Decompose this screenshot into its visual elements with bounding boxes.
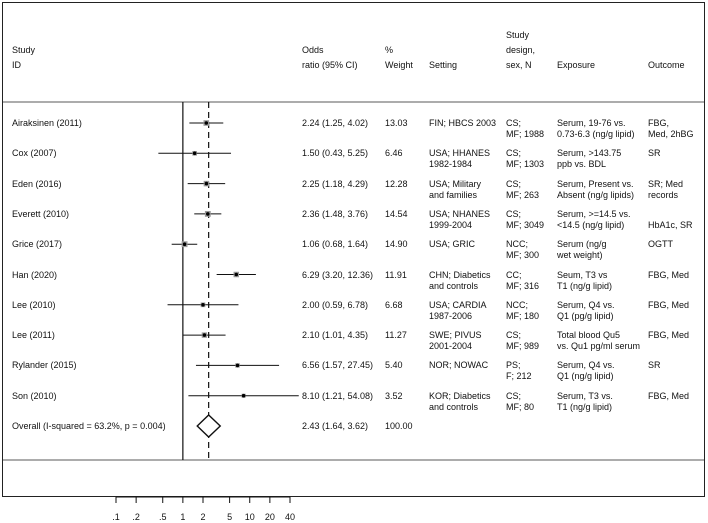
odds-ratio-ci: 2.00 (0.59, 6.78) xyxy=(302,299,369,310)
study-exposure-line: wet weight) xyxy=(557,250,603,261)
study-design-line: MF; 263 xyxy=(506,189,540,200)
study-weight: 5.40 xyxy=(385,360,403,371)
study-design-line: CS; xyxy=(506,390,522,401)
study-setting-line: 2001-2004 xyxy=(429,341,473,352)
study-setting xyxy=(429,118,496,129)
study-outcome-line: FBG, xyxy=(648,118,670,128)
study-exposure-line: Serum, 19-76 vs. xyxy=(557,118,626,128)
study-outcome-line xyxy=(648,209,693,220)
study-design-line: MF; 3049 xyxy=(506,219,545,230)
study-outcome xyxy=(648,330,689,341)
study-name: Cox (2007) xyxy=(12,148,57,159)
study-design-line: MF; 1303 xyxy=(506,159,545,170)
study-exposure xyxy=(557,239,607,261)
study-design xyxy=(506,270,539,292)
odds-ratio-ci: 2.25 (1.18, 4.29) xyxy=(302,178,369,189)
study-exposure-line: Serum, Present vs. xyxy=(557,178,634,189)
study-exposure-line: Absent (ng/g lipids) xyxy=(557,189,635,200)
x-tick-label: .1 xyxy=(112,512,120,522)
header-outcome: Outcome xyxy=(648,60,685,70)
study-exposure-line: Serum, >143.75 xyxy=(557,148,622,159)
study-exposure-line: T1 (ng/g lipid) xyxy=(557,401,613,412)
study-weight: 11.91 xyxy=(385,269,407,280)
header-or-line: Odds xyxy=(302,45,324,55)
study-setting-line: USA; CARDIA xyxy=(429,299,487,310)
study-point xyxy=(206,212,210,216)
study-exposure-line: Serum, Q4 vs. xyxy=(557,299,615,310)
study-setting-line: 1987-2006 xyxy=(429,310,473,321)
study-exposure xyxy=(557,270,612,292)
study-design-line: MF; 316 xyxy=(506,280,540,291)
study-outcome-line: HbA1c, SR xyxy=(648,219,693,230)
study-exposure-line: ppb vs. BDL xyxy=(557,159,607,170)
x-tick-label: 40 xyxy=(284,512,295,522)
study-setting xyxy=(429,330,482,352)
study-point xyxy=(193,152,197,156)
study-weight: 6.46 xyxy=(385,148,403,159)
study-weight: 3.52 xyxy=(385,390,403,401)
study-exposure-line: Serum, >=14.5 vs. xyxy=(557,208,631,219)
study-exposure-line: Q1 (pg/g lipid) xyxy=(557,310,614,321)
study-exposure xyxy=(557,300,615,322)
header-setting: Setting xyxy=(429,60,458,70)
study-setting-line: and families xyxy=(429,189,478,200)
study-design-line: PS; xyxy=(506,360,521,371)
overall-diamond xyxy=(197,415,220,437)
overall-label: Overall (I-squared = 63.2%, p = 0.004) xyxy=(12,421,166,431)
study-exposure xyxy=(557,209,631,231)
study-setting xyxy=(429,360,488,371)
study-setting-line: FIN; HBCS 2003 xyxy=(429,118,497,128)
header-study-line: Study xyxy=(12,45,36,55)
study-weight: 13.03 xyxy=(385,118,408,128)
study-point xyxy=(242,394,246,398)
study-exposure xyxy=(557,391,613,413)
study-design-line: CS; xyxy=(506,178,522,189)
study-design-line: CC; xyxy=(506,269,522,280)
study-point xyxy=(203,333,207,337)
study-point xyxy=(204,121,208,125)
study-point xyxy=(201,303,205,307)
study-exposure-line: Q1 (ng/g lipid) xyxy=(557,371,614,382)
study-outcome-line: FBG, Med xyxy=(648,269,690,280)
study-design-line: CS; xyxy=(506,330,522,341)
study-name: Lee (2010) xyxy=(12,299,56,310)
overall-weight: 100.00 xyxy=(385,421,413,431)
study-exposure-line: Total blood Qu5 xyxy=(557,330,621,341)
study-weight: 14.54 xyxy=(385,208,408,219)
header-weight-line: % xyxy=(385,45,394,55)
odds-ratio-ci: 8.10 (1.21, 54.08) xyxy=(302,390,374,401)
study-outcome-line: Med, 2hBG xyxy=(648,129,694,139)
x-tick-label: .2 xyxy=(132,512,140,522)
header-or-line: ratio (95% CI) xyxy=(302,60,358,70)
study-outcome-line: FBG, Med xyxy=(648,299,690,310)
study-setting-line: KOR; Diabetics xyxy=(429,390,491,401)
study-exposure-line: vs. Qu1 pg/ml serum xyxy=(557,341,641,352)
study-exposure-line: 0.73-6.3 (ng/g lipid) xyxy=(557,129,635,139)
study-point xyxy=(183,242,187,246)
study-name: Han (2020) xyxy=(12,269,58,280)
study-name: Airaksinen (2011) xyxy=(12,118,82,128)
study-weight: 11.27 xyxy=(385,330,407,341)
study-design-line: NCC; xyxy=(506,239,528,250)
odds-ratio-ci: 2.24 (1.25, 4.02) xyxy=(302,118,369,128)
study-exposure xyxy=(557,330,640,352)
header-weight-line: Weight xyxy=(385,60,413,70)
study-exposure-line: <14.5 (ng/g lipid) xyxy=(557,219,625,230)
study-setting-line: USA; GRIC xyxy=(429,239,476,250)
study-weight: 12.28 xyxy=(385,178,408,189)
study-setting-line: and controls xyxy=(429,280,479,291)
study-design xyxy=(506,148,544,170)
study-design-line: CS; xyxy=(506,148,522,159)
study-outcome-line: records xyxy=(648,189,679,200)
study-exposure-line: Serum (ng/g xyxy=(557,239,607,250)
study-outcome-line: SR xyxy=(648,360,661,371)
study-outcome xyxy=(648,118,694,140)
study-name: Lee (2011) xyxy=(12,330,55,341)
study-exposure xyxy=(557,148,621,170)
study-outcome xyxy=(648,360,661,371)
header-design-line: Study xyxy=(506,30,530,40)
study-design-line: MF; 1988 xyxy=(506,129,545,139)
study-outcome-line: SR xyxy=(648,148,661,159)
study-setting-line: USA; NHANES xyxy=(429,208,491,219)
study-outcome xyxy=(648,148,661,159)
study-design-line: CS; xyxy=(506,118,522,128)
study-exposure xyxy=(557,179,634,201)
study-design-line: MF; 989 xyxy=(506,341,540,352)
study-exposure xyxy=(557,118,635,140)
study-outcome-line: FBG, Med xyxy=(648,330,690,341)
study-design-line: MF; 300 xyxy=(506,250,540,261)
x-tick-label: 1 xyxy=(180,512,186,522)
overall-ci: 2.43 (1.64, 3.62) xyxy=(302,421,369,431)
study-weight: 6.68 xyxy=(385,299,403,310)
study-setting xyxy=(429,148,490,170)
study-outcome xyxy=(648,300,689,311)
study-outcome xyxy=(648,179,683,201)
study-point xyxy=(236,364,240,368)
study-setting xyxy=(429,391,491,413)
study-design xyxy=(506,209,544,231)
x-tick-label: 5 xyxy=(227,512,233,522)
odds-ratio-ci: 1.06 (0.68, 1.64) xyxy=(302,239,369,250)
x-tick-label: 2 xyxy=(200,512,206,522)
study-design xyxy=(506,330,539,352)
study-name: Everett (2010) xyxy=(12,208,70,219)
header-exposure: Exposure xyxy=(557,60,596,70)
study-setting xyxy=(429,239,475,250)
x-tick-label: 10 xyxy=(244,512,255,522)
study-point xyxy=(205,182,209,186)
study-setting-line: USA; HHANES xyxy=(429,148,491,159)
study-outcome-line: FBG, Med xyxy=(648,390,690,401)
odds-ratio-ci: 6.56 (1.57, 27.45) xyxy=(302,360,374,371)
study-design xyxy=(506,300,539,322)
study-setting xyxy=(429,300,487,322)
study-exposure-line: Serum, T3 vs. xyxy=(557,390,613,401)
study-outcome-line: OGTT xyxy=(648,239,673,250)
study-outcome xyxy=(648,391,689,402)
study-setting-line: SWE; PIVUS xyxy=(429,330,482,341)
study-point xyxy=(234,273,238,277)
study-name: Rylander (2015) xyxy=(12,360,77,371)
study-exposure-line: T1 (ng/g lipid) xyxy=(557,280,613,291)
x-tick-label: .5 xyxy=(158,512,167,522)
study-setting xyxy=(429,270,491,292)
study-weight: 14.90 xyxy=(385,239,408,250)
study-setting-line: 1999-2004 xyxy=(429,219,473,230)
study-setting xyxy=(429,179,481,201)
study-exposure-line: Seum, T3 vs xyxy=(557,269,608,280)
study-name: Grice (2017) xyxy=(12,239,63,250)
odds-ratio-ci: 6.29 (3.20, 12.36) xyxy=(302,269,374,280)
study-setting-line: NOR; NOWAC xyxy=(429,360,489,371)
study-outcome xyxy=(648,239,673,250)
header-study-line: ID xyxy=(12,60,21,70)
study-design-line: CS; xyxy=(506,208,522,219)
odds-ratio-ci: 2.36 (1.48, 3.76) xyxy=(302,208,369,219)
study-setting-line: 1982-1984 xyxy=(429,159,473,170)
study-setting-line: and controls xyxy=(429,401,479,412)
study-design-line: MF; 180 xyxy=(506,310,540,321)
study-design xyxy=(506,118,544,140)
x-tick-label: 20 xyxy=(264,512,275,522)
study-design xyxy=(506,360,532,382)
study-setting-line: CHN; Diabetics xyxy=(429,269,491,280)
study-name: Eden (2016) xyxy=(12,178,62,189)
study-setting-line: USA; Military xyxy=(429,178,482,189)
study-design xyxy=(506,179,539,201)
study-name: Son (2010) xyxy=(12,390,57,401)
study-outcome xyxy=(648,209,693,231)
study-design-line: F; 212 xyxy=(506,371,532,382)
study-design-line: MF; 80 xyxy=(506,401,535,412)
study-exposure xyxy=(557,360,615,382)
study-design-line: NCC; xyxy=(506,299,528,310)
study-outcome xyxy=(648,270,689,281)
study-design xyxy=(506,391,534,413)
odds-ratio-ci: 1.50 (0.43, 5.25) xyxy=(302,148,369,159)
study-setting xyxy=(429,209,490,231)
study-outcome-line: SR; Med xyxy=(648,178,684,189)
header-design-line: sex, N xyxy=(506,60,532,70)
study-design xyxy=(506,239,539,261)
odds-ratio-ci: 2.10 (1.01, 4.35) xyxy=(302,330,369,341)
header-design-line: design, xyxy=(506,45,536,55)
study-exposure-line: Serum, Q4 vs. xyxy=(557,360,615,371)
